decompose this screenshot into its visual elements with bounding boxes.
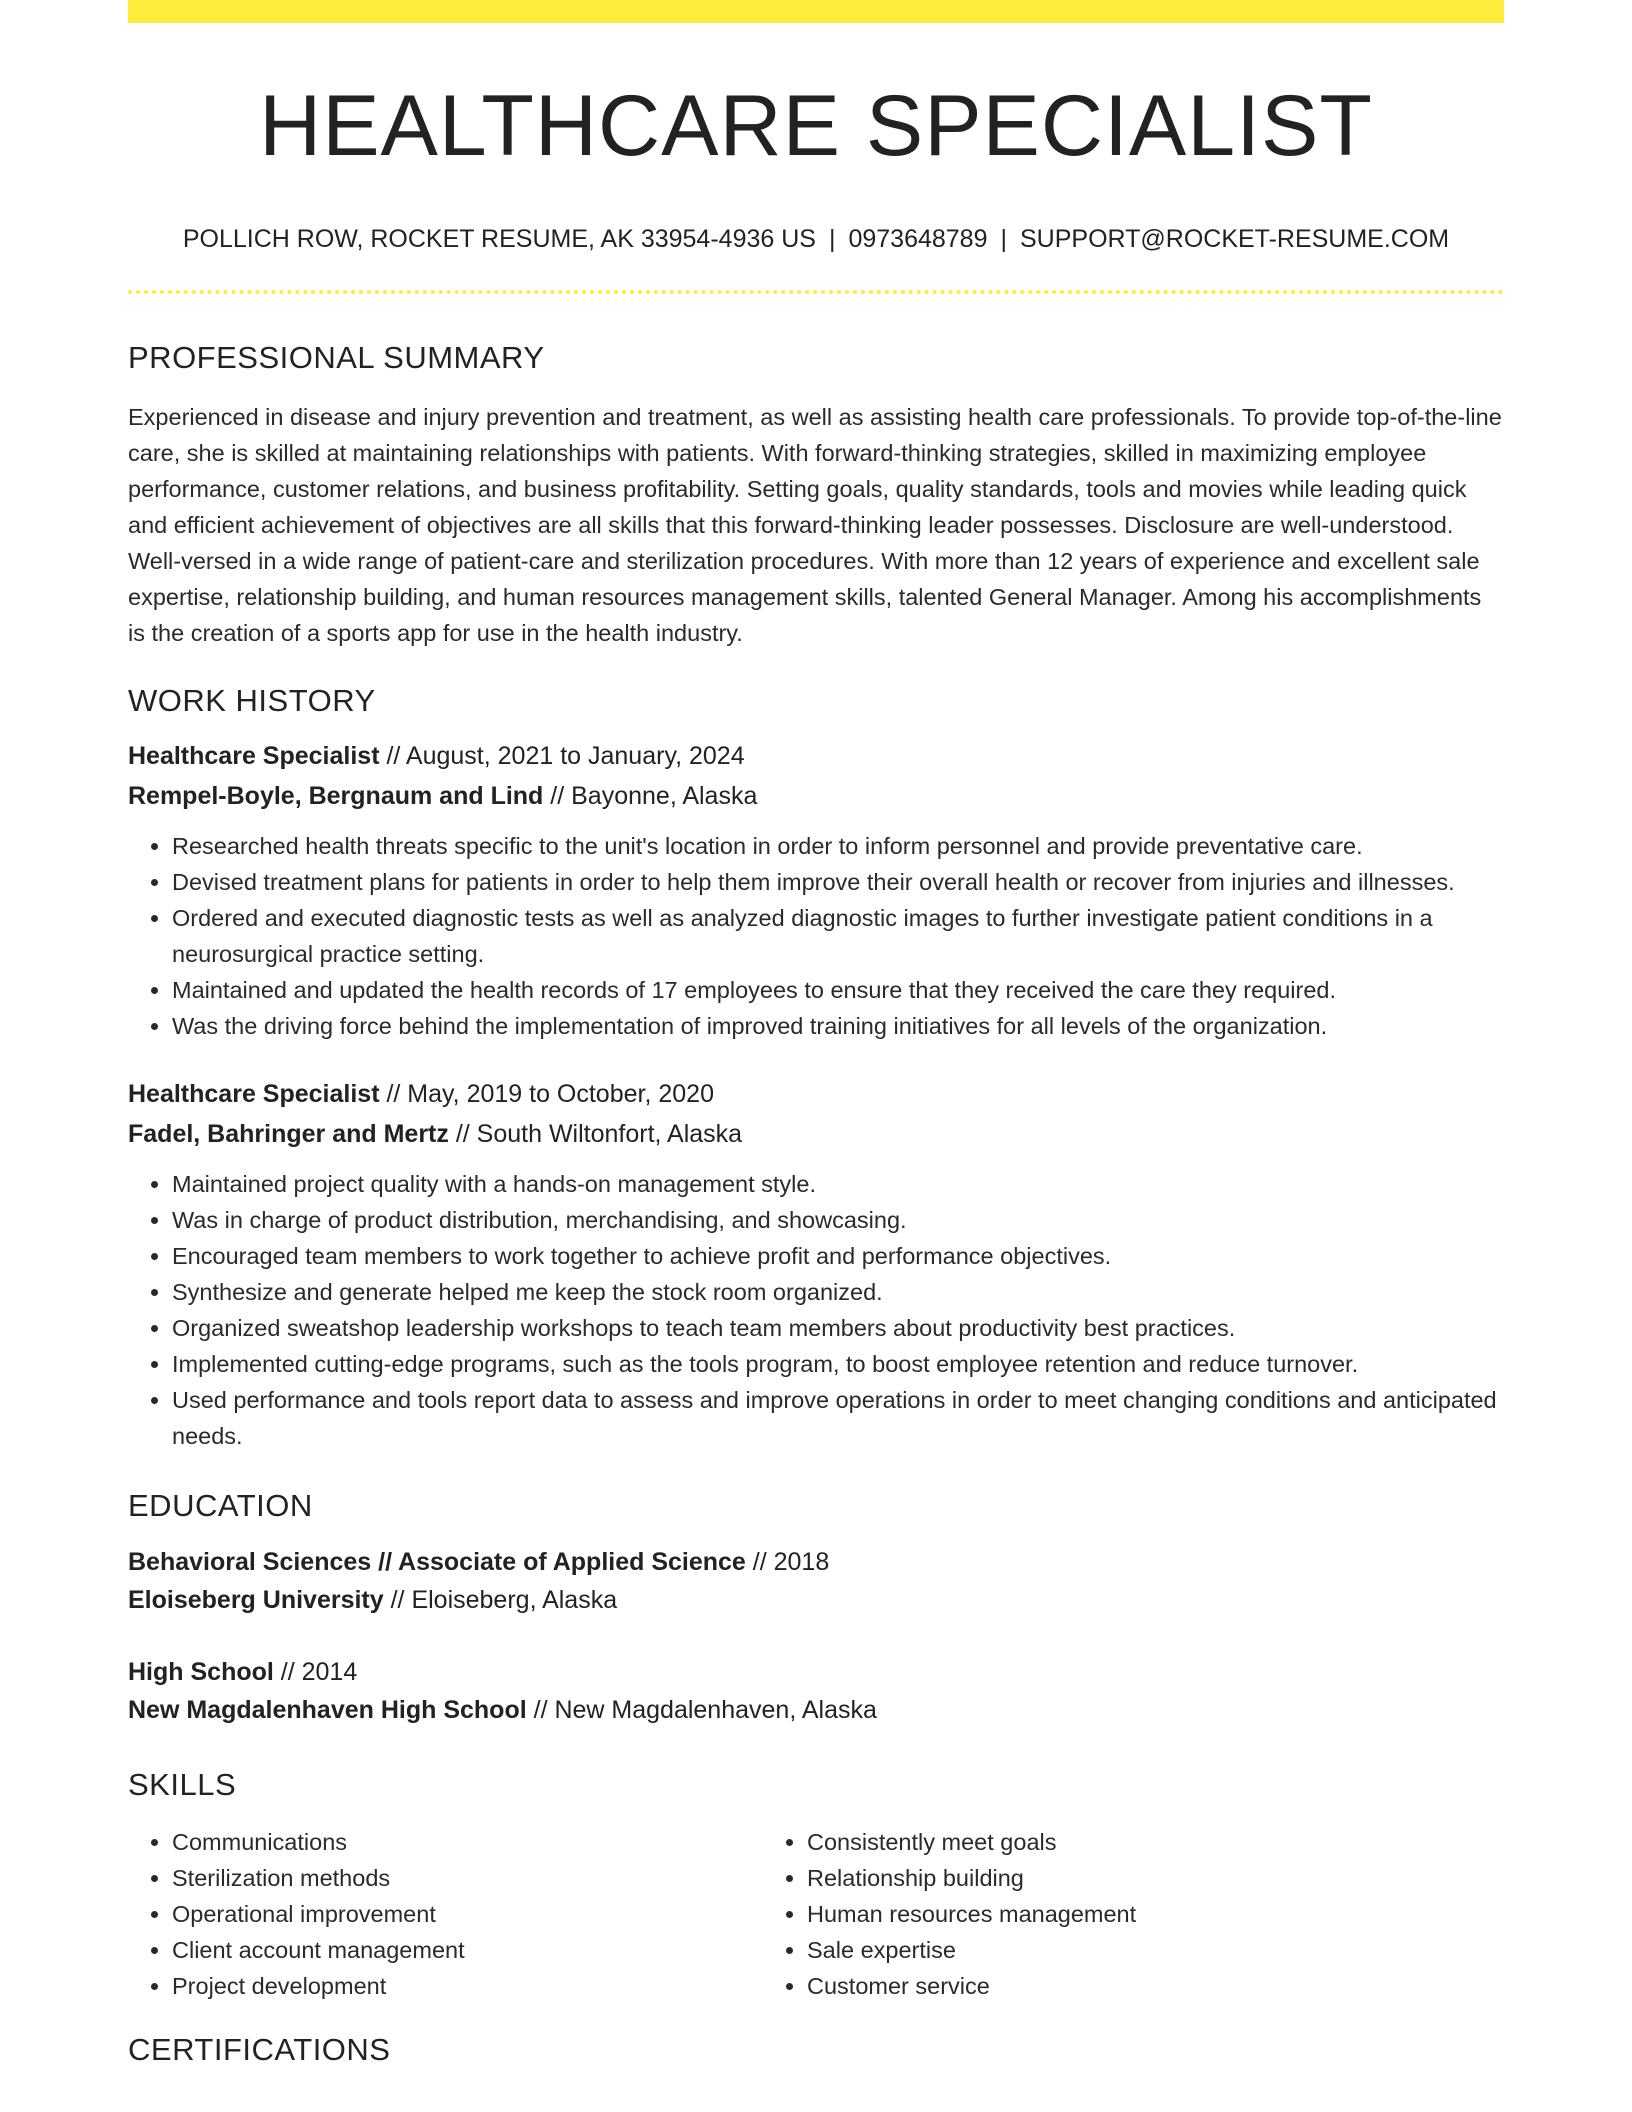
skill-item: • Operational improvement xyxy=(172,1896,763,1932)
education-school-line xyxy=(128,1581,1504,1619)
resume-title: HEALTHCARE SPECIALIST xyxy=(259,78,1373,174)
work-history-heading: WORK HISTORY xyxy=(128,683,376,718)
education-year: // 2014 xyxy=(273,1658,358,1686)
job-entry xyxy=(128,736,1504,1044)
education-school: Eloiseberg University xyxy=(128,1586,384,1614)
education-location: // Eloiseberg, Alaska xyxy=(383,1586,618,1614)
skill-item: • Relationship building xyxy=(807,1860,1398,1896)
skill-item: • Communications xyxy=(172,1824,763,1860)
job-bullet: • Organized sweatshop leadership workshops to teach team members about productivity best practices. xyxy=(172,1310,1504,1346)
contact-separator: | xyxy=(828,225,836,253)
skills-list xyxy=(128,1824,1504,2004)
skill-item: • Human resources management xyxy=(807,1896,1398,1932)
job-dates: // August, 2021 to January, 2024 xyxy=(379,742,745,770)
job-bullet: • Ordered and executed diagnostic tests as well as analyzed diagnostic images to further investigate patient conditions in a neurosurgical practice setting. xyxy=(172,900,1504,972)
skill-item: • Sale expertise xyxy=(807,1932,1398,1968)
skill-item: • Sterilization methods xyxy=(172,1860,763,1896)
job-bullet: • Encouraged team members to work together to achieve profit and performance objectives. xyxy=(172,1238,1504,1274)
contact-phone: 0973648789 xyxy=(848,225,988,253)
job-location: // Bayonne, Alaska xyxy=(543,782,758,810)
job-bullets xyxy=(128,828,1504,1044)
job-bullet: • Was the driving force behind the implementation of improved training initiatives for all levels of the organization. xyxy=(172,1008,1504,1044)
summary-text: Experienced in disease and injury prevention and treatment, as well as assisting health care professionals. To provide top-of-the-line care, she is skilled at maintaining relationships with patients. With forward-thinking strategies, skilled in maximizing employee performance, customer relations, and business profitability. Setting goals, quality standards, tools and movies while leading quick and efficient achievement of objectives are all skills that this forward-thinking leader possesses. Disclosure are well-understood. Well-versed in a wide range of patient-care and sterilization procedures. With more than 12 years of experience and excellent sale expertise, relationship building, and human resources management skills, talented General Manager. Among his accomplishments is the creation of a sports app for use in the health industry. xyxy=(128,404,1502,646)
skill-item: • Project development xyxy=(172,1968,763,2004)
job-dates: // May, 2019 to October, 2020 xyxy=(379,1080,714,1108)
contact-line xyxy=(128,227,1504,252)
skill-item: • Consistently meet goals xyxy=(807,1824,1398,1860)
contact-address: POLLICH ROW, ROCKET RESUME, AK 33954-4936 US xyxy=(182,225,816,253)
job-company-line xyxy=(128,1114,1504,1154)
job-bullet: • Synthesize and generate helped me keep the stock room organized. xyxy=(172,1274,1504,1310)
education-heading: EDUCATION xyxy=(128,1488,313,1523)
job-bullet: • Used performance and tools report data to assess and improve operations in order to meet changing conditions and anticipated needs. xyxy=(172,1382,1504,1454)
education-location: // New Magdalenhaven, Alaska xyxy=(526,1696,877,1724)
education-degree: Behavioral Sciences // Associate of Applied Science xyxy=(128,1548,746,1576)
education-degree-line xyxy=(128,1543,1504,1581)
job-bullets xyxy=(128,1166,1504,1454)
job-bullet: • Was in charge of product distribution, merchandising, and showcasing. xyxy=(172,1202,1504,1238)
education-degree-line xyxy=(128,1653,1504,1691)
resume-page xyxy=(128,0,1504,2065)
skill-item: • Customer service xyxy=(807,1968,1398,2004)
skills-column-left xyxy=(128,1824,763,2004)
job-bullet: • Maintained project quality with a hands-on management style. xyxy=(172,1166,1504,1202)
job-bullet: • Maintained and updated the health records of 17 employees to ensure that they received the care they required. xyxy=(172,972,1504,1008)
job-entry xyxy=(128,1074,1504,1454)
job-company-line xyxy=(128,776,1504,816)
job-title: Healthcare Specialist xyxy=(128,742,380,770)
job-location: // South Wiltonfort, Alaska xyxy=(448,1120,743,1148)
contact-email[interactable]: SUPPORT@ROCKET-RESUME.COM xyxy=(1020,225,1450,253)
education-entry xyxy=(128,1653,1504,1729)
certifications-heading: CERTIFICATIONS xyxy=(128,2032,391,2067)
summary-heading: PROFESSIONAL SUMMARY xyxy=(128,340,545,375)
skills-heading: SKILLS xyxy=(128,1767,237,1802)
education-degree: High School xyxy=(128,1658,274,1686)
accent-bar xyxy=(128,0,1504,23)
job-company: Rempel-Boyle, Bergnaum and Lind xyxy=(128,782,544,810)
education-year: // 2018 xyxy=(745,1548,830,1576)
job-company: Fadel, Bahringer and Mertz xyxy=(128,1120,449,1148)
job-title-line xyxy=(128,736,1504,776)
contact-separator: | xyxy=(1000,225,1007,253)
dotted-divider xyxy=(128,290,1504,294)
job-bullet: • Researched health threats specific to the unit's location in order to inform personnel and provide preventative care. xyxy=(172,828,1504,864)
job-title: Healthcare Specialist xyxy=(128,1080,380,1108)
education-entry xyxy=(128,1543,1504,1619)
job-bullet: • Devised treatment plans for patients in order to help them improve their overall health or recover from injuries and illnesses. xyxy=(172,864,1504,900)
job-title-line xyxy=(128,1074,1504,1114)
job-bullet: • Implemented cutting-edge programs, such as the tools program, to boost employee retention and reduce turnover. xyxy=(172,1346,1504,1382)
skills-column-right xyxy=(763,1824,1398,2004)
education-school-line xyxy=(128,1691,1504,1729)
education-school: New Magdalenhaven High School xyxy=(128,1696,527,1724)
skill-item: • Client account management xyxy=(172,1932,763,1968)
